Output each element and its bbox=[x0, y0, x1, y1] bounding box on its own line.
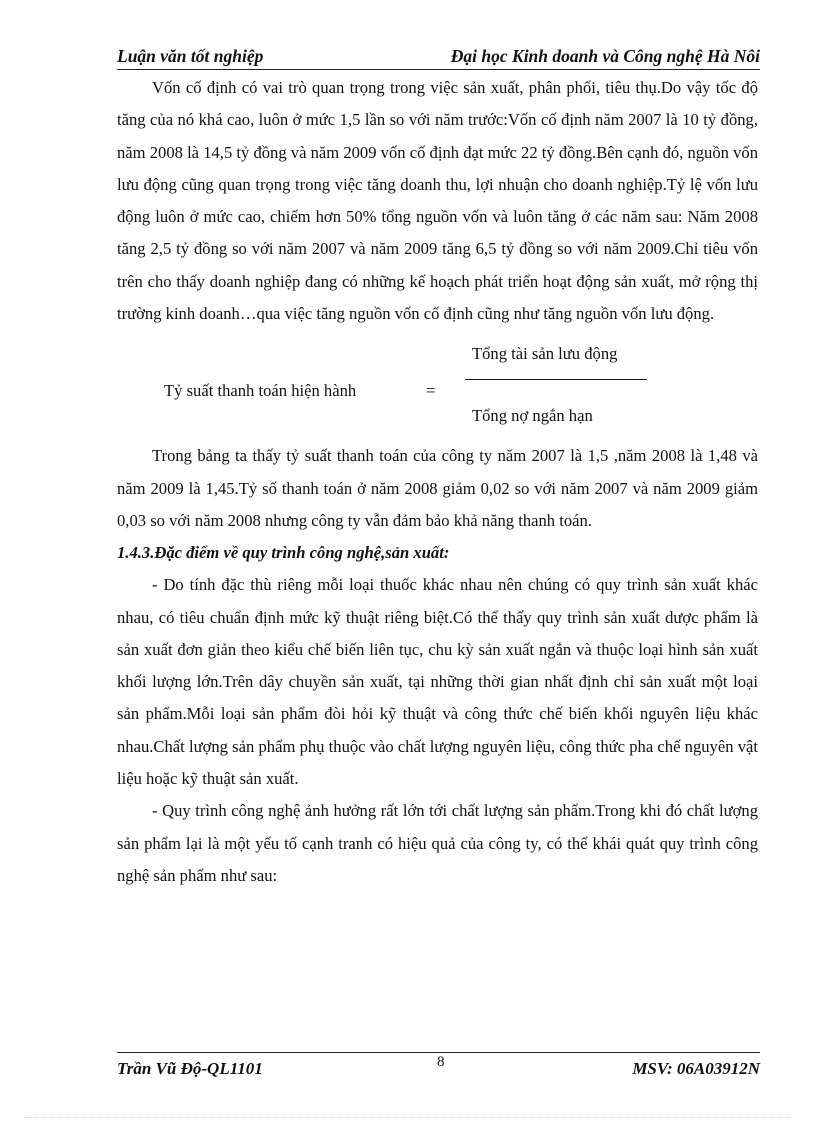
header-university-name: Đại học Kinh doanh và Công nghệ Hà Nôi bbox=[450, 46, 760, 66]
page-number: 8 bbox=[437, 1054, 445, 1070]
header-divider bbox=[117, 69, 760, 70]
formula-numerator: Tổng tài sản lưu động bbox=[472, 344, 618, 364]
section-heading: 1.4.3.Đặc điểm về quy trình công nghệ,sản xuất: bbox=[117, 543, 450, 563]
formula-label: Tỷ suất thanh toán hiện hành bbox=[164, 381, 357, 401]
page-footer bbox=[117, 1054, 760, 1081]
header-thesis-label: Luận văn tốt nghiệp bbox=[117, 46, 264, 66]
page-header bbox=[117, 46, 760, 68]
footer-author: Trần Vũ Độ-QL1101 bbox=[117, 1059, 263, 1078]
formula-fraction-bar bbox=[465, 379, 647, 380]
footer-student-id: MSV: 06A03912N bbox=[632, 1059, 760, 1078]
formula-equals-sign: = bbox=[426, 381, 436, 401]
formula-denominator: Tổng nợ ngắn hạn bbox=[472, 406, 593, 426]
paragraph-fixed-capital: Vốn cố định có vai trò quan trọng trong việc sản xuất, phân phối, tiêu thụ.Do vậy tốc độ tăng của nó khá cao, luôn ở mức 1,5 lần so với năm trước:Vốn cố định năm 2007 là 10 tỷ đồng, năm 2008 là 14,5 tỷ đồng và năm 2009 vốn cố định đạt mức 22 tỷ đồng.Bên cạnh đó, nguồn vốn lưu động cũng quan trọng trong việc tăng doanh thu, lợi nhuận cho doanh nghiệp.Tỷ lệ vốn lưu động luôn ở mức cao, chiếm hơn 50% tổng nguồn vốn và luôn tăng ở các năm sau: Năm 2008 tăng 2,5 tỷ đồng so với năm 2007 và năm 2009 tăng 6,5 tỷ đồng so với năm 2009.Chỉ tiêu vốn trên cho thấy doanh nghiệp đang có những kế hoạch phát triển hoạt động sản xuất, mở rộng thị trường kinh doanh…qua việc tăng nguồn vốn cố định cũng như tăng nguồn vốn lưu động. bbox=[117, 78, 758, 324]
document-body bbox=[117, 72, 758, 892]
current-ratio-formula bbox=[117, 332, 758, 434]
page-bottom-dotted-line bbox=[24, 1117, 792, 1118]
paragraph-technology-process: - Quy trình công nghệ ảnh hưởng rất lớn tới chất lượng sản phẩm.Trong khi đó chất lượng sản phẩm lại là một yếu tố cạnh tranh có hiệu quả của công ty, có thể khái quát quy trình công nghệ sản phẩm như sau: bbox=[117, 801, 758, 885]
paragraph-production-process: - Do tính đặc thù riêng mỗi loại thuốc khác nhau nên chúng có quy trình sản xuất khác nhau, có tiêu chuẩn định mức kỹ thuật riêng biệt.Có thể thấy quy trình sản xuất dược phẩm là sản xuất đơn giản theo kiểu chế biến liên tục, chu kỳ sản xuất ngắn và thuộc loại hình sản xuất khối lượng lớn.Trên dây chuyền sản xuất, tại những thời gian nhất định chỉ sản xuất một loại sản phẩm.Mỗi loại sản phẩm đòi hỏi kỹ thuật và công thức chế biến khối nguyên liệu khác nhau.Chất lượng sản phẩm phụ thuộc vào chất lượng nguyên liệu, công thức pha chế nguyên vật liệu hoặc kỹ thuật sản xuất. bbox=[117, 575, 758, 789]
footer-divider bbox=[117, 1052, 760, 1053]
paragraph-payment-ratio: Trong bảng ta thấy tỷ suất thanh toán của công ty năm 2007 là 1,5 ,năm 2008 là 1,48 và năm 2009 là 1,45.Tỷ số thanh toán ở năm 2008 giảm 0,02 so với năm 2007 và năm 2009 giảm 0,03 so với năm 2008 nhưng công ty vẫn đảm bảo khả năng thanh toán. bbox=[117, 446, 758, 530]
